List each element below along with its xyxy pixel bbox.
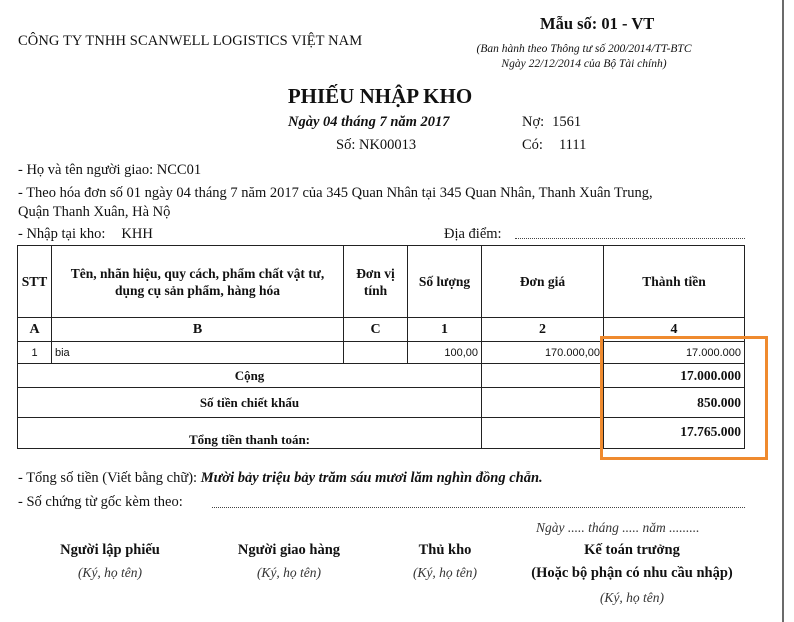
grand-total-empty-cell <box>482 418 604 449</box>
signature-sub: (Ký, họ tên) <box>256 565 322 580</box>
document-number-label: Số: <box>336 137 356 153</box>
warehouse-value: KHH <box>121 226 153 242</box>
index-a: A <box>18 318 52 342</box>
debit-value: 1561 <box>552 114 582 130</box>
page-title: PHIẾU NHẬP KHO <box>287 84 473 108</box>
attached-docs-line: - Số chứng từ gốc kèm theo: <box>18 494 183 510</box>
warehouse-line <box>18 226 153 243</box>
signature-date-placeholder: Ngày ..... tháng ..... năm ......... <box>536 520 700 535</box>
page-edge <box>782 0 794 622</box>
invoice-line-cont: Quận Thanh Xuân, Hà Nộ <box>18 204 171 220</box>
signature-deliverer <box>222 542 356 581</box>
item-qty: 100,00 <box>408 342 482 364</box>
document-date: Ngày 04 tháng 7 năm 2017 <box>288 114 450 130</box>
credit-value: 1111 <box>558 137 587 153</box>
credit-account <box>522 137 586 154</box>
grand-total-label: Tổng tiền thanh toán: <box>18 418 482 449</box>
col-amount-header: Thành tiền <box>604 246 745 318</box>
highlight-box <box>600 336 768 460</box>
location-label: Địa điểm: <box>444 226 502 242</box>
signature-title: Người lập phiếu <box>60 542 160 558</box>
company-name: CÔNG TY TNHH SCANWELL LOGISTICS VIỆT NAM <box>18 33 363 49</box>
signature-title: Kế toán trưởng <box>584 542 680 558</box>
location-dotted-line <box>515 238 745 239</box>
discount-empty-cell <box>482 388 604 418</box>
total-label: Cộng <box>18 364 482 388</box>
item-amount: 17.000.000 <box>604 342 745 364</box>
invoice-line: - Theo hóa đơn số 01 ngày 04 tháng 7 năm 2017 của 345 Quan Nhân tại 345 Quan Nhân, Thanh Xuân Trung, <box>18 185 653 201</box>
amount-in-words-value: Mười bảy triệu bảy trăm sáu mươi lăm nghìn đồng chẵn. <box>200 470 543 486</box>
credit-label: Có: <box>522 137 543 153</box>
index-2: 2 <box>482 318 604 342</box>
col-stt-header: STT <box>18 246 52 318</box>
item-unit <box>344 342 408 364</box>
col-unit-header: Đơn vị tính <box>344 246 408 318</box>
item-name: bia <box>52 342 344 364</box>
debit-label: Nợ: <box>522 114 545 130</box>
amount-in-words-label: - Tổng số tiền (Viết bằng chữ): <box>18 470 198 486</box>
signature-title: Thủ kho <box>418 542 472 558</box>
col-price-header: Đơn giá <box>482 246 604 318</box>
signature-sub: (Ký, họ tên) <box>77 565 143 580</box>
attached-docs-dotted-line <box>212 507 745 508</box>
form-number: Mẫu số: 01 - VT <box>540 14 655 33</box>
issued-note <box>466 42 702 72</box>
issued-note-line2: Ngày 22/12/2014 của Bộ Tài chính) <box>501 58 667 70</box>
discount-value: 850.000 <box>604 388 745 418</box>
amount-in-words-line <box>18 470 543 487</box>
debit-account <box>522 114 581 131</box>
signature-title-extra: (Hoặc bộ phận có nhu cầu nhập) <box>531 565 733 581</box>
col-name-header: Tên, nhãn hiệu, quy cách, phẩm chất vật tư, dụng cụ sản phẩm, hàng hóa <box>52 246 344 318</box>
index-4: 4 <box>604 318 745 342</box>
signature-preparer <box>45 542 175 581</box>
item-stt: 1 <box>18 342 52 364</box>
grand-total-value: 17.765.000 <box>604 418 745 449</box>
document-number <box>336 137 416 154</box>
table-header-row <box>18 246 745 318</box>
col-qty-header: Số lượng <box>408 246 482 318</box>
warehouse-label: - Nhập tại kho: <box>18 226 106 242</box>
index-b: B <box>52 318 344 342</box>
item-price: 170.000,00 <box>482 342 604 364</box>
signature-chief-accountant <box>512 542 752 606</box>
document-number-value: NK00013 <box>358 137 417 153</box>
issued-note-line1: (Ban hành theo Thông tư số 200/2014/TT-BTC <box>476 43 692 55</box>
total-empty-cell <box>482 364 604 388</box>
deliverer-line: - Họ và tên người giao: NCC01 <box>18 162 202 178</box>
signature-title: Người giao hàng <box>237 542 341 558</box>
signature-sub: (Ký, họ tên) <box>599 590 665 605</box>
discount-label: Số tiền chiết khấu <box>18 388 482 418</box>
signature-sub: (Ký, họ tên) <box>412 565 478 580</box>
signature-storekeeper <box>395 542 495 581</box>
index-1: 1 <box>408 318 482 342</box>
index-c: C <box>344 318 408 342</box>
total-value: 17.000.000 <box>604 364 745 388</box>
